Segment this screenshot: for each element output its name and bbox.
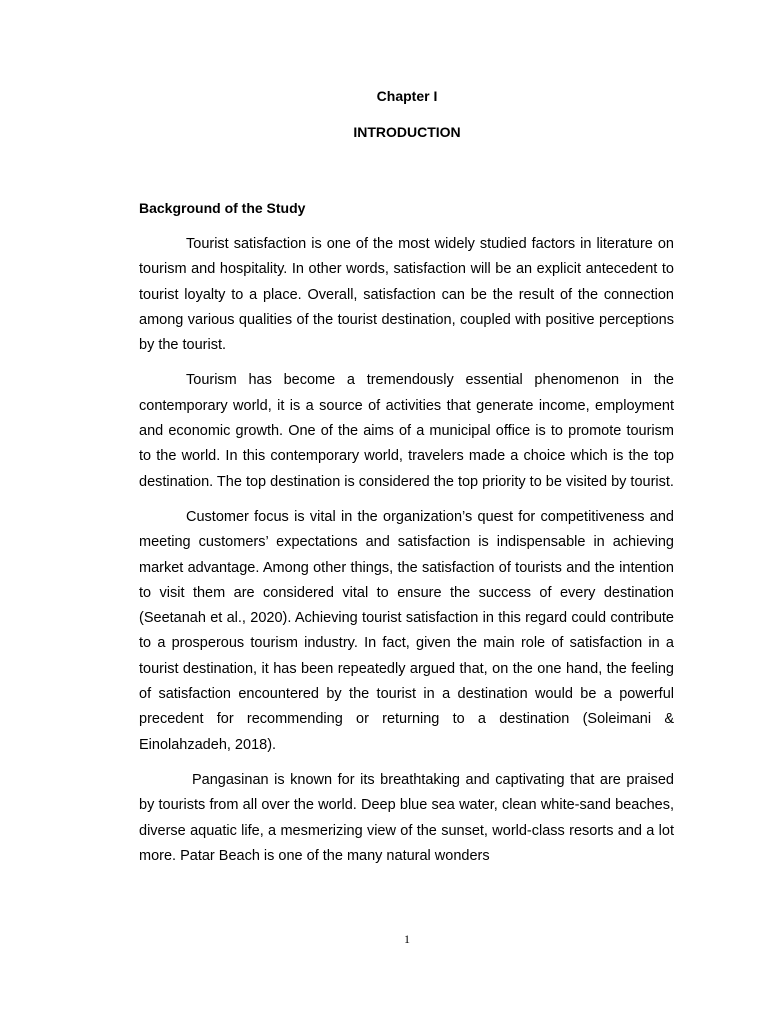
- section-heading: Background of the Study: [139, 200, 306, 216]
- page-number: 1: [404, 932, 410, 946]
- paragraph-3: Customer focus is vital in the organization’s quest for competitiveness and meeting customers’ expectations and satisfaction is indispensable in achieving market advantage. Among other things, the satisfaction of tourists and the intention to visit them are considered vital to ensure the success of every destination (Seetanah et al., 2020). Achieving tourist satisfaction in this regard could contribute to a prosperous tourism industry. In fact, given the main role of satisfaction in a tourist destination, it has been repeatedly argued that, on the one hand, the feeling of satisfaction encountered by the tourist in a destination would be a powerful precedent for recommending or returning to a destination (Soleimani & Einolahzadeh, 2018).: [139, 508, 674, 753]
- paragraph-4: Pangasinan is known for its breathtaking and captivating that are praised by tourists from all over the world. Deep blue sea water, clean white-sand beaches, diverse aquatic life, a mesmerizing view of the sunset, world-class resorts and a lot more. Patar Beach is one of the many natural wonders: [139, 771, 674, 864]
- chapter-title: INTRODUCTION: [353, 124, 461, 140]
- paragraph-1: Tourist satisfaction is one of the most widely studied factors in literature on tourism and hospitality. In other words, satisfaction will be an explicit antecedent to tourist loyalty to a place. Overall, satisfaction can be the result of the connection among various qualities of the tourist destination, coupled with positive perceptions by the tourist.: [139, 236, 674, 354]
- body-text: [139, 232, 674, 879]
- paragraph-2: Tourism has become a tremendously essential phenomenon in the contemporary world, it is a source of activities that generate income, employment and economic growth. One of the aims of a municipal office is to promote tourism to the world. In this contemporary world, travelers made a choice which is the top destination. The top destination is considered the top priority to be visited by tourist.: [139, 372, 674, 490]
- chapter-label: Chapter I: [376, 88, 438, 104]
